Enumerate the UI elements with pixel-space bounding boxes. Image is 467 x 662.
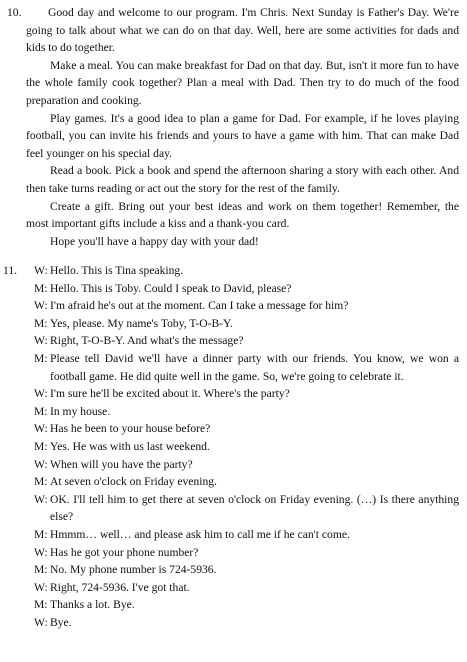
speaker-label: W: [34, 334, 48, 348]
dialogue-text: Yes, please. My name's Toby, T-O-B-Y. [50, 316, 233, 330]
speaker-label: M: [34, 351, 48, 365]
dialogue-line [34, 385, 459, 403]
dialogue-line [34, 596, 459, 614]
dialogue-line [34, 473, 459, 491]
speaker-label: W: [34, 457, 48, 471]
speaker-label: M: [34, 563, 48, 577]
question-10 [0, 4, 467, 250]
speaker-label: W: [34, 615, 48, 629]
dialogue-line [34, 262, 459, 280]
speaker-label: W: [34, 580, 48, 594]
monologue-paragraph: Make a meal. You can make breakfast for Dad on that day. But, isn't it more fun to have the whole family cook together? Plan a meal with Dad. Then try to do much of the food preparation and cooking. [26, 58, 459, 107]
speaker-label: W: [34, 387, 48, 401]
speaker-label: M: [34, 316, 48, 330]
dialogue-line [34, 614, 459, 632]
speaker-label: W: [34, 422, 48, 436]
dialogue-text: Right, T-O-B-Y. And what's the message? [50, 334, 244, 348]
dialogue-line [34, 403, 459, 421]
dialogue-text: Has he been to your house before? [50, 422, 211, 436]
speaker-label: W: [34, 492, 48, 506]
dialogue-text: I'm afraid he's out at the moment. Can I take a message for him? [50, 299, 349, 313]
dialogue-text: Please tell David we'll have a dinner party with our friends. You know, we won a football game. He did quite well in the game. So, we're going to celebrate it. [50, 351, 459, 383]
speaker-label: M: [34, 598, 48, 612]
speaker-label: M: [34, 281, 48, 295]
dialogue-line [34, 332, 459, 350]
dialogue-line [34, 561, 459, 579]
question-number: 11. [3, 264, 18, 277]
dialogue-line [34, 491, 459, 526]
dialogue-line [34, 420, 459, 438]
dialogue-line [34, 544, 459, 562]
dialogue-line [34, 456, 459, 474]
monologue-paragraph: Create a gift. Bring out your best ideas and work on them together! Remember, the most important gifts include a kiss and a thank-you card. [26, 199, 459, 231]
dialogue-text: When will you have the party? [50, 457, 193, 471]
dialogue-text: Thanks a lot. Bye. [50, 598, 135, 612]
dialogue-text: Right, 724-5936. I've got that. [50, 580, 190, 594]
speaker-label: M: [34, 439, 48, 453]
dialogue-line [34, 350, 459, 385]
speaker-label: W: [34, 545, 48, 559]
monologue-paragraph: Hope you'll have a happy day with your dad! [50, 234, 259, 248]
dialogue-line [34, 526, 459, 544]
monologue-paragraph: Read a book. Pick a book and spend the afternoon sharing a story with each other. And then take turns reading or act out the story for the rest of the family. [26, 164, 459, 195]
dialogue-text: At seven o'clock on Friday evening. [50, 475, 217, 489]
dialogue-text: Yes. He was with us last weekend. [50, 439, 210, 453]
dialogue-text: Has he got your phone number? [50, 545, 199, 559]
dialogue-text: Hello. This is Toby. Could I speak to David, please? [50, 281, 292, 295]
monologue-paragraph: Play games. It's a good idea to plan a game for Dad. For example, if he loves playing football, you can invite his friends and yours to have a game with him. That can make Dad feel younger on his special day. [26, 111, 459, 160]
dialogue-line [34, 579, 459, 597]
dialogue-text: Bye. [50, 615, 72, 629]
dialogue-text: I'm sure he'll be excited about it. Where's the party? [50, 387, 290, 401]
dialogue-text: In my house. [50, 404, 111, 418]
dialogue-line [34, 315, 459, 333]
dialogue-line [34, 280, 459, 298]
dialogue-text: Hmmm… well… and please ask him to call me if he can't come. [50, 527, 350, 541]
question-number: 10. [7, 6, 22, 19]
speaker-label: M: [34, 527, 48, 541]
speaker-label: W: [34, 264, 48, 277]
dialogue-line [34, 438, 459, 456]
monologue-paragraph: Good day and welcome to our program. I'm Chris. Next Sunday is Father's Day. We're going to talk about what we can do on that day. Well, here are some activities for dads and kids to do together. [26, 6, 459, 55]
dialogue-line [34, 297, 459, 315]
dialogue-text: No. My phone number is 724-5936. [50, 563, 217, 577]
speaker-label: W: [34, 299, 48, 313]
dialogue-text: OK. I'll tell him to get there at seven o'clock on Friday evening. (…) Is there anything else? [50, 492, 459, 524]
dialogue-text: Hello. This is Tina speaking. [50, 264, 184, 277]
speaker-label: M: [34, 475, 48, 489]
speaker-label: M: [34, 404, 48, 418]
question-11 [0, 262, 467, 631]
